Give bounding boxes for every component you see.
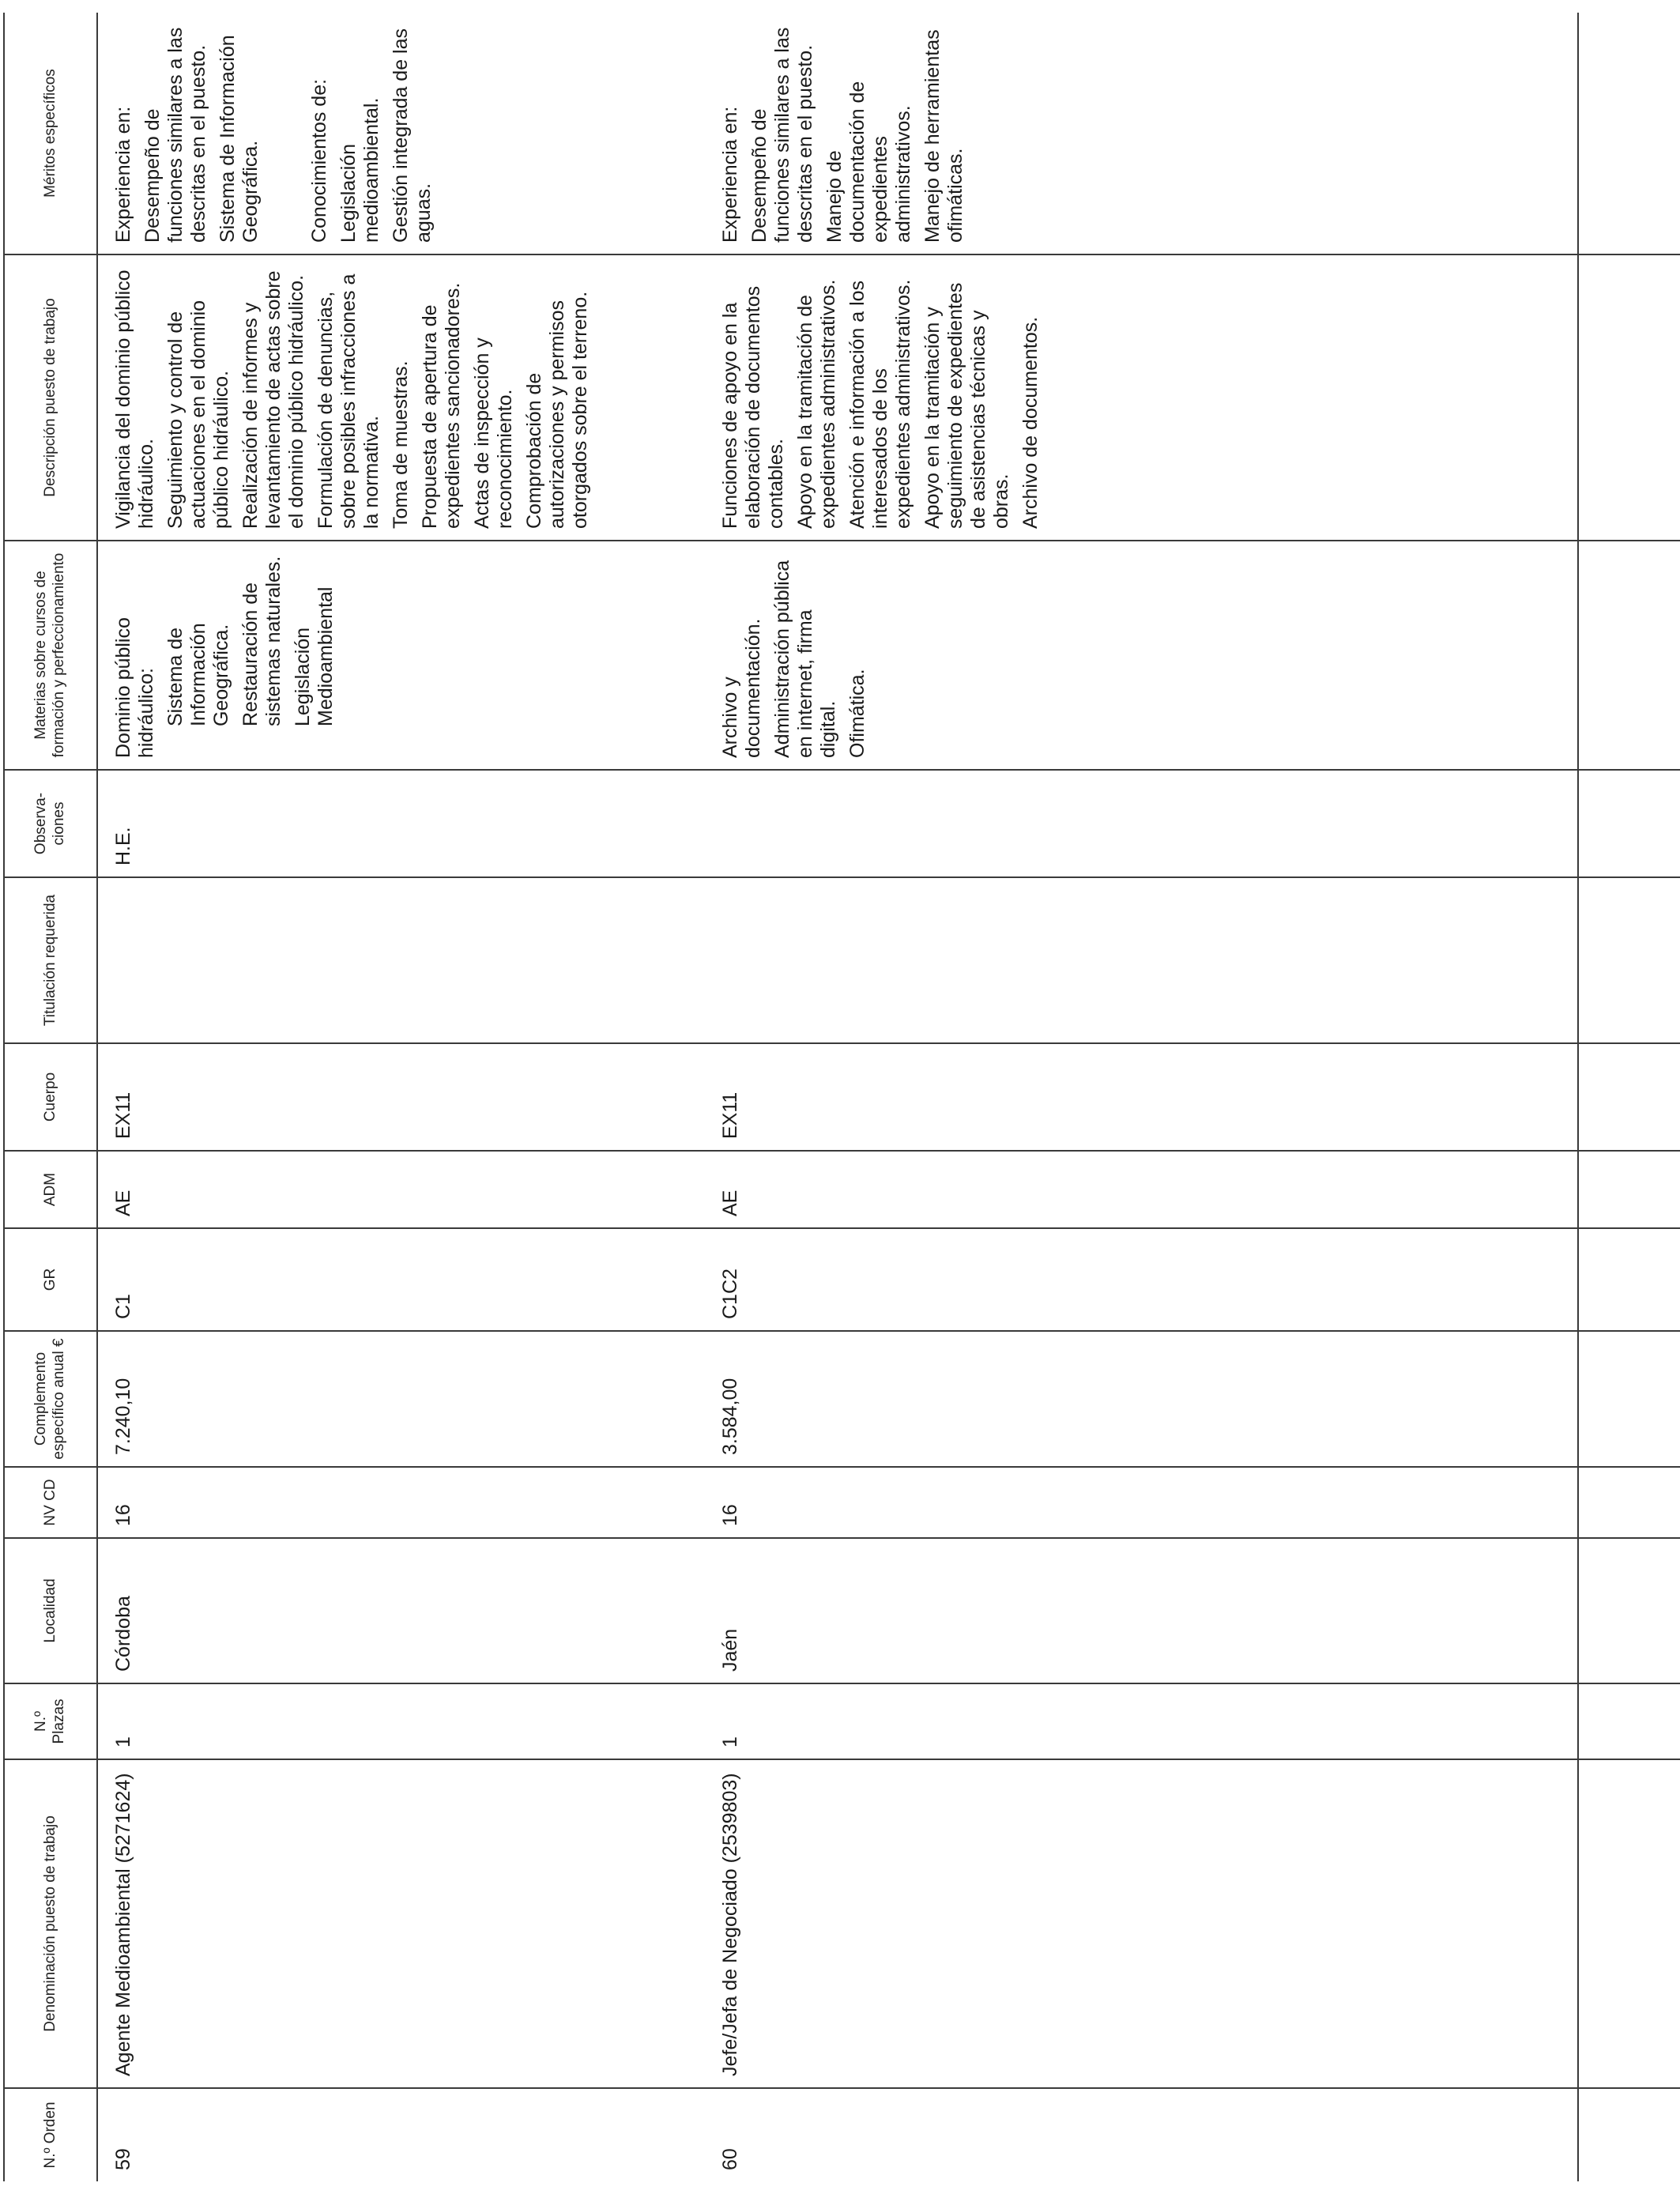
meritos-item: Sistema de Información Geográfica. <box>217 35 262 243</box>
cell-materias <box>705 541 1680 770</box>
cell-complemento: 7.240,10 <box>97 1331 705 1467</box>
table-row <box>97 13 705 2181</box>
header-adm: ADM <box>3 1151 97 1228</box>
descripcion-item: Formulación de denuncias, sobre posibles infracciones a la normativa. <box>315 273 382 529</box>
header-meritos: Méritos específicos <box>3 13 97 254</box>
header-descripcion: Descripción puesto de trabajo <box>3 254 97 541</box>
header-plazas: N.º Plazas <box>3 1683 97 1759</box>
header-denominacion: Denominación puesto de trabajo <box>3 1759 97 2088</box>
meritos-item: Desempeño de funciones similares a las descritas en el puesto. <box>141 27 209 243</box>
descripcion-item: Realización de informes y levantamiento de actas sobre el dominio público hidráulico. <box>239 270 307 529</box>
positions-table <box>3 13 1680 2181</box>
cell-orden: 59 <box>97 2088 705 2181</box>
materias-item: Ofimática. <box>846 669 868 758</box>
cell-grupo: C1C2 <box>705 1228 1680 1331</box>
meritos-spacer <box>262 22 308 243</box>
cell-plazas: 1 <box>97 1683 705 1759</box>
cell-plazas: 1 <box>705 1683 1680 1759</box>
cell-localidad: Jaén <box>705 1538 1680 1683</box>
meritos-item: Experiencia en: <box>112 106 134 243</box>
header-row <box>3 13 97 2181</box>
cell-denominacion: Agente Medioambiental (5271624) <box>97 1759 705 2088</box>
header-grupo: GR <box>3 1228 97 1331</box>
header-complemento: Complemento específico anual € <box>3 1331 97 1467</box>
header-cuerpo: Cuerpo <box>3 1043 97 1151</box>
meritos-item: Manejo de herramientas ofimáticas. <box>921 29 966 243</box>
table-bottom-rule <box>1577 13 1579 2181</box>
descripcion-item: Apoyo en la tramitación y seguimiento de expedientes de asistencias técnicas y obras. <box>921 282 1012 529</box>
cell-nivel: 16 <box>97 1467 705 1538</box>
cell-orden: 60 <box>705 2088 1680 2181</box>
meritos-item: Gestión integrada de las aguas. <box>390 28 435 243</box>
header-titulacion: Titulación requerida <box>3 877 97 1043</box>
descripcion-item: Seguimiento y control de actuaciones en el dominio público hidráulico. <box>164 300 232 529</box>
materias-item: Administración pública en internet, firma digital. <box>771 560 839 758</box>
cell-titulacion <box>705 877 1680 1043</box>
cell-observaciones: H.E. <box>97 770 705 877</box>
meritos-item: Conocimientos de: <box>308 78 330 243</box>
meritos-item: Manejo de documentación de expedientes administrativos. <box>823 81 914 243</box>
table-row <box>705 13 1680 2181</box>
cell-meritos <box>705 13 1680 254</box>
descripcion-item: Archivo de documentos. <box>1019 316 1042 529</box>
cell-grupo: C1 <box>97 1228 705 1331</box>
materias-item: Restauración de sistemas naturales. <box>239 556 284 726</box>
cell-adm: AE <box>705 1151 1680 1228</box>
materias-item: Sistema de Información Geográfica. <box>164 623 232 726</box>
cell-nivel: 16 <box>705 1467 1680 1538</box>
materias-item: Archivo y documentación. <box>719 618 764 758</box>
cell-adm: AE <box>97 1151 705 1228</box>
meritos-item: Legislación medioambiental. <box>337 97 382 243</box>
header-localidad: Localidad <box>3 1538 97 1683</box>
cell-descripcion <box>97 254 705 541</box>
cell-cuerpo: EX11 <box>97 1043 705 1151</box>
cell-observaciones <box>705 770 1680 877</box>
descripcion-item: Actas de inspección y reconocimiento. <box>471 337 516 529</box>
header-nivel: NV CD <box>3 1467 97 1538</box>
header-observaciones: Observa- ciones <box>3 770 97 877</box>
cell-titulacion <box>97 877 705 1043</box>
header-materias: Materias sobre cursos de formación y perfeccionamiento <box>3 541 97 770</box>
descripcion-item: Propuesta de apertura de expedientes sancionadores. <box>419 282 464 529</box>
cell-descripcion <box>705 254 1680 541</box>
cell-meritos <box>97 13 705 254</box>
descripcion-item: Funciones de apoyo en la elaboración de documentos contables. <box>719 285 787 529</box>
descripcion-item: Vigilancia del dominio público hidráulico. <box>112 270 157 529</box>
descripcion-item: Apoyo en la tramitación de expedientes administrativos. <box>794 279 839 529</box>
meritos-item: Desempeño de funciones similares a las descritas en el puesto. <box>748 27 816 243</box>
cell-complemento: 3.584,00 <box>705 1331 1680 1467</box>
descripcion-item: Atención e información a los interesados de los expedientes administrativos. <box>846 279 914 529</box>
materias-item: Legislación Medioambiental <box>292 586 337 726</box>
materias-item: Dominio público hidráulico: <box>112 617 157 758</box>
cell-denominacion: Jefe/Jefa de Negociado (2539803) <box>705 1759 1680 2088</box>
cell-materias <box>97 541 705 770</box>
descripcion-item: Toma de muestras. <box>390 360 412 529</box>
cell-localidad: Córdoba <box>97 1538 705 1683</box>
meritos-item: Experiencia en: <box>719 106 741 243</box>
cell-cuerpo: EX11 <box>705 1043 1680 1151</box>
descripcion-item: Comprobación de autorizaciones y permisos otorgados sobre el terreno. <box>523 291 591 529</box>
header-orden: N.º Orden <box>3 2088 97 2181</box>
